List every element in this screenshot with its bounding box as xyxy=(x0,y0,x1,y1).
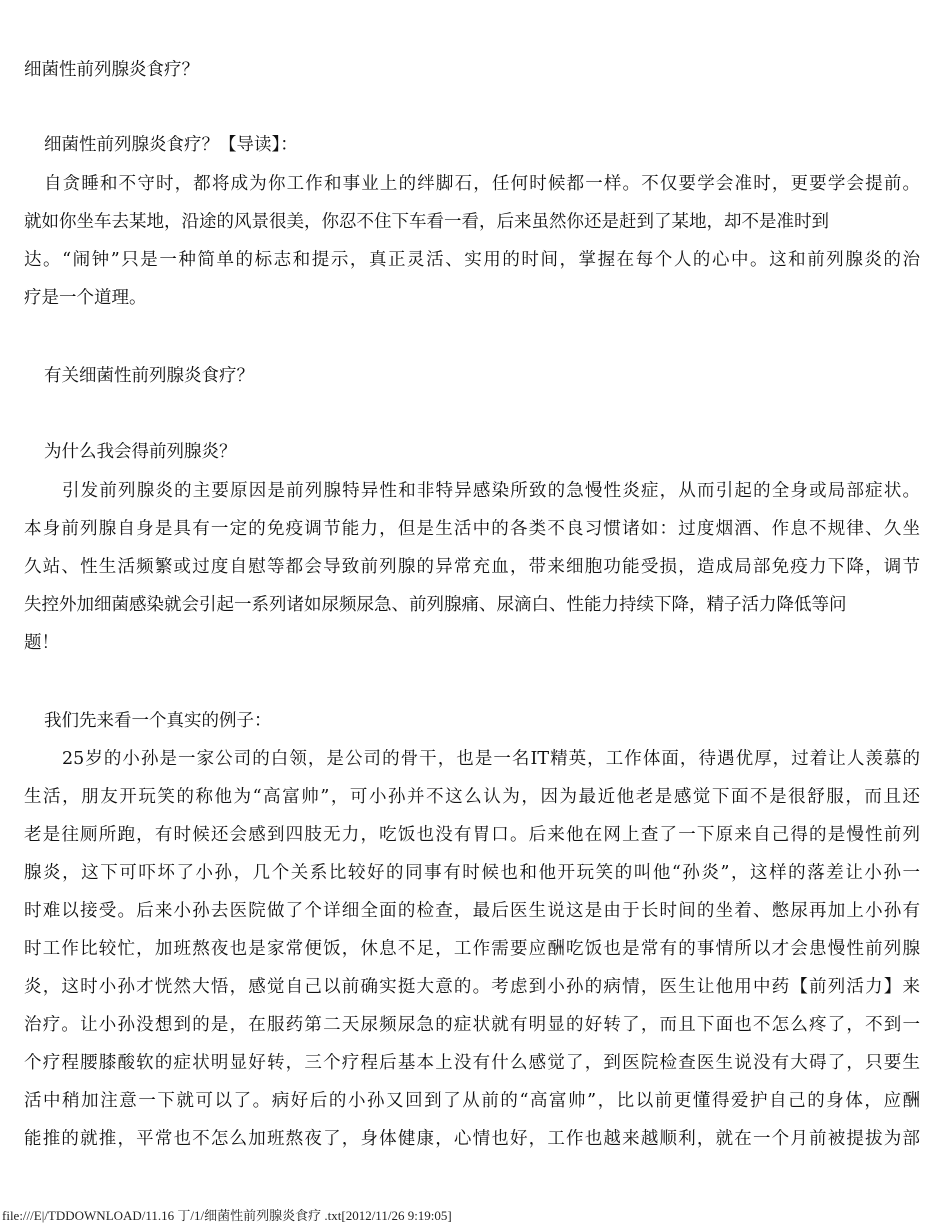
intro-line: 就如你坐车去某地，沿途的风景很美，你忍不住下车看一看，后来虽然你还是赶到了某地，却不是准时到 xyxy=(24,212,829,232)
example-line: 腺炎，这下可吓坏了小孙，几个关系比较好的同事有时候也和他开玩笑的叫他“孙炎”，这样的落差让小孙一 xyxy=(24,863,920,883)
example-line: 老是往厕所跑，有时候还会感到四肢无力，吃饭也没有胃口。后来他在网上查了一下原来自己得的是慢性前列 xyxy=(24,825,920,845)
intro-line: 疗是一个道理。 xyxy=(24,288,147,308)
example-line: 个疗程腰膝酸软的症状明显好转，三个疗程后基本上没有什么感觉了，到医院检查医生说没有大碍了，只要生 xyxy=(24,1053,920,1073)
example-line: 能推的就推，平常也不怎么加班熬夜了，身体健康，心情也好，工作也越来越顺利，就在一个月前被提拔为部 xyxy=(24,1129,920,1149)
cause-line: 引发前列腺炎的主要原因是前列腺特异性和非特异感染所致的急慢性炎症，从而引起的全身或局部症状。 xyxy=(62,481,920,501)
cause-line: 题！ xyxy=(24,633,59,653)
example-heading: 我们先来看一个真实的例子： xyxy=(44,711,272,731)
example-line: 活中稍加注意一下就可以了。病好后的小孙又回到了从前的“高富帅”，比以前更懂得爱护自己的身体，应酬 xyxy=(24,1091,920,1111)
example-line: 时难以接受。后来小孙去医院做了个详细全面的检查，最后医生说这是由于长时间的坐着、憋尿再加上小孙有 xyxy=(24,901,920,921)
intro-line: 达。“闹钟”只是一种简单的标志和提示，真正灵活、实用的时间，掌握在每个人的心中。这和前列腺炎的治 xyxy=(24,250,920,270)
example-line: 炎，这时小孙才恍然大悟，感觉自己以前确实挺大意的。考虑到小孙的病情，医生让他用中药【前列活力】来 xyxy=(24,977,920,997)
example-line: 时工作比较忙，加班熬夜也是家常便饭，休息不足，工作需要应酬吃饭也是常有的事情所以才会患慢性前列腺 xyxy=(24,939,920,959)
cause-line: 失控外加细菌感染就会引起一系列诸如尿频尿急、前列腺痛、尿滴白、性能力持续下降，精子活力降低等问 xyxy=(24,595,847,615)
example-line: 25岁的小孙是一家公司的白领，是公司的骨干，也是一名IT精英，工作体面，待遇优厚，过着让人羡慕的 xyxy=(62,749,920,769)
example-line: 生活，朋友开玩笑的称他为“高富帅”，可小孙并不这么认为，因为最近他老是感觉下面不是很舒服，而且还 xyxy=(24,787,920,807)
intro-heading: 细菌性前列腺炎食疗？【导读】： xyxy=(44,135,298,155)
intro-line: 自贪睡和不守时，都将成为你工作和事业上的绊脚石，任何时候都一样。不仅要学会准时，更要学会提前。 xyxy=(44,174,920,194)
cause-line: 本身前列腺自身是具有一定的免疫调节能力，但是生活中的各类不良习惯诸如：过度烟酒、作息不规律、久坐 xyxy=(24,519,920,539)
question-heading: 为什么我会得前列腺炎？ xyxy=(44,442,237,462)
section-heading: 有关细菌性前列腺炎食疗？ xyxy=(44,366,254,386)
page-title: 细菌性前列腺炎食疗？ xyxy=(24,60,199,80)
cause-line: 久站、性生活频繁或过度自慰等都会导致前列腺的异常充血，带来细胞功能受损，造成局部免疫力下降，调节 xyxy=(24,557,920,577)
example-line: 治疗。让小孙没想到的是，在服药第二天尿频尿急的症状就有明显的好转了，而且下面也不怎么疼了，不到一 xyxy=(24,1015,920,1035)
source-path-footer: file:///E|/TDDOWNLOAD/11.16 丁/1/细菌性前列腺炎食疗 .txt[2012/11/26 9:19:05] xyxy=(2,1208,452,1223)
